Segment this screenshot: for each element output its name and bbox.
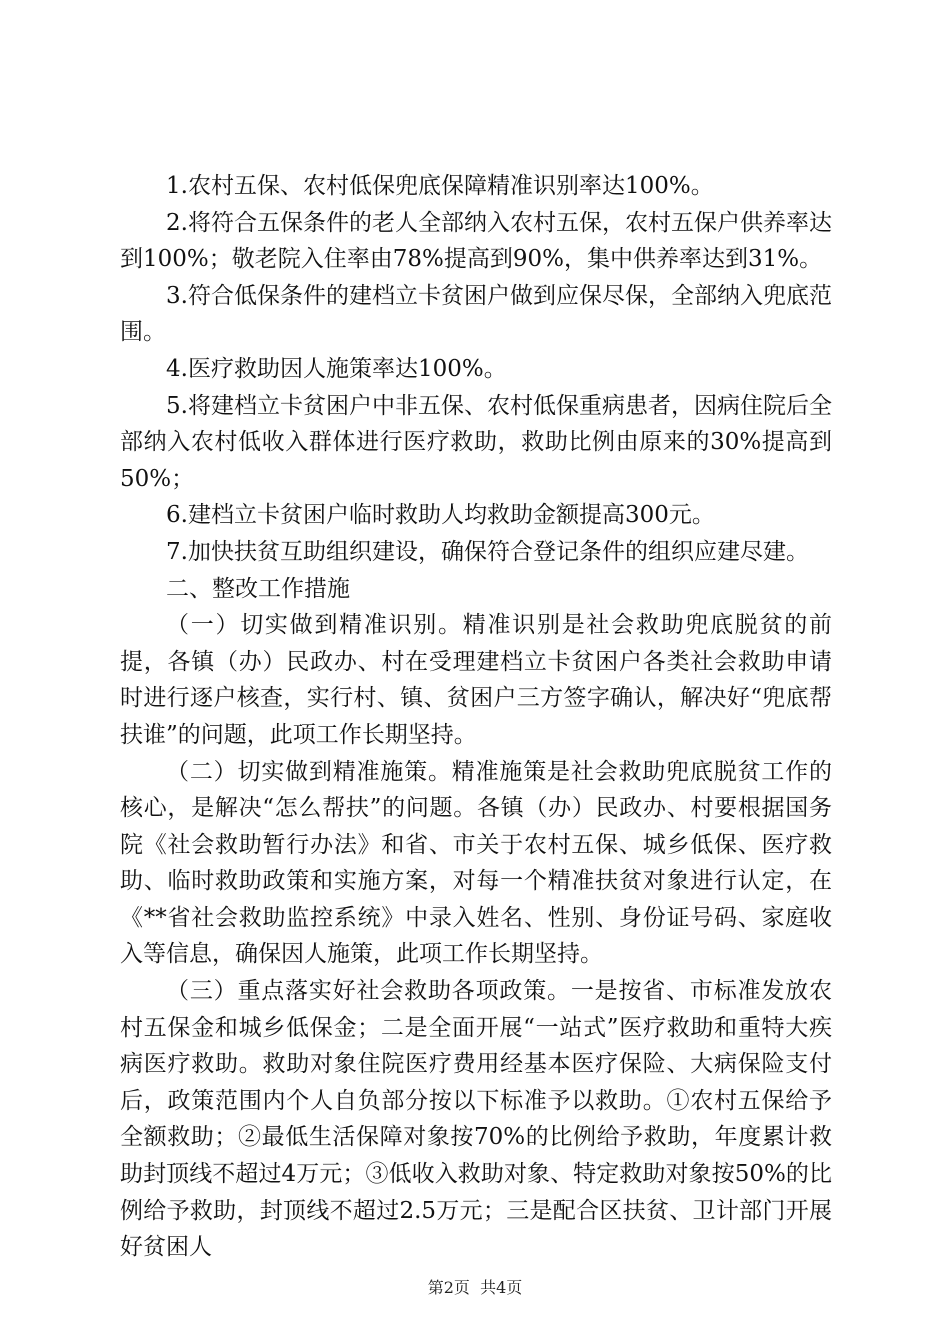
paragraph-target-7: 7.加快扶贫互助组织建设，确保符合登记条件的组织应建尽建。 (166, 538, 809, 565)
paragraph-target-4: 4.医疗救助因人施策率达100%。 (166, 355, 507, 382)
paragraph-measure-2: （二）切实做到精准施策。精准施策是社会救助兜底脱贫工作的核心，是解决“怎么帮扶”的问题。各镇（办）民政办、村要根据国务院《社会救助暂行办法》和省、市关于农村五保、城乡低保、医疗救助、临时救助政策和实施方案，对每一个精准扶贫对象进行认定，在《**省社会救助监控系统》中录入姓名、性别、身份证号码、家庭收入等信息，确保因人施策，此项工作长期坚持。 (120, 758, 832, 968)
document-body (120, 168, 832, 1266)
paragraph-target-6: 6.建档立卡贫困户临时救助人均救助金额提高300元。 (166, 502, 715, 529)
paragraph-measure-3: （三）重点落实好社会救助各项政策。一是按省、市标准发放农村五保金和城乡低保金；二是全面开展“一站式”医疗救助和重特大疾病医疗救助。救助对象住院医疗费用经基本医疗保险、大病保险支付后，政策范围内个人自负部分按以下标准予以救助。①农村五保给予全额救助；②最低生活保障对象按70%的比例给予救助，年度累计救助封顶线不超过4万元；③低收入救助对象、特定救助对象按50%的比例给予救助，封顶线不超过2.5万元；三是配合区扶贫、卫计部门开展好贫困人 (120, 978, 832, 1261)
paragraph-target-3: 3.符合低保条件的建档立卡贫困户做到应保尽保，全部纳入兜底范围。 (120, 282, 832, 346)
page-number-label: 第2页 共4页 (427, 1278, 523, 1297)
section-heading-measures: 二、整改工作措施 (166, 575, 350, 602)
page-footer (0, 1275, 950, 1298)
paragraph-target-2: 2.将符合五保条件的老人全部纳入农村五保，农村五保户供养率达到100%；敬老院入住率由78%提高到90%，集中供养率达到31%。 (120, 209, 832, 273)
paragraph-target-1: 1.农村五保、农村低保兜底保障精准识别率达100%。 (166, 173, 714, 199)
paragraph-measure-1: （一）切实做到精准识别。精准识别是社会救助兜底脱贫的前提，各镇（办）民政办、村在受理建档立卡贫困户各类社会救助申请时进行逐户核查，实行村、镇、贫困户三方签字确认，解决好“兜底帮扶谁”的问题，此项工作长期坚持。 (120, 612, 832, 748)
paragraph-target-5: 5.将建档立卡贫困户中非五保、农村低保重病患者，因病住院后全部纳入农村低收入群体进行医疗救助，救助比例由原来的30%提高到50%； (120, 392, 832, 492)
